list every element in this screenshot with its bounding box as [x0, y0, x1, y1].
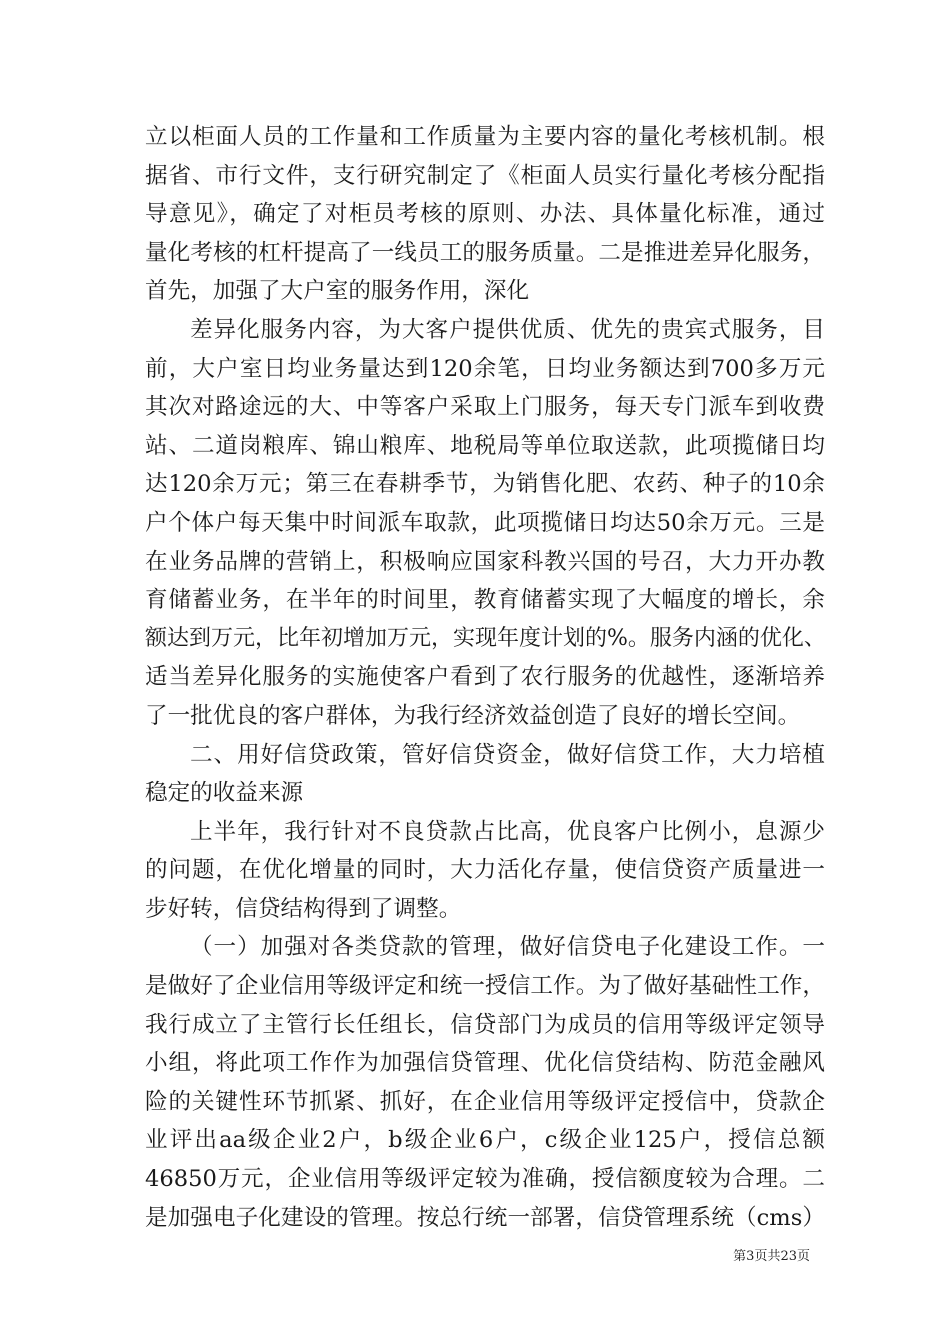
- body-text: [145, 118, 825, 1237]
- text-line: 适当差异化服务的实施使客户看到了农行服务的优越性，逐渐培养: [145, 664, 825, 691]
- section-heading-line: 稳定的收益来源: [145, 780, 304, 807]
- text-line: 我行成立了主管行长任组长，信贷部门为成员的信用等级评定领导: [145, 1011, 825, 1038]
- text-line: 差异化服务内容，为大客户提供优质、优先的贵宾式服务，目: [190, 316, 825, 343]
- subsection-heading-line: （一）加强对各类贷款的管理，做好信贷电子化建设工作。一: [190, 934, 825, 961]
- text-line: 业评出aa级企业2户，b级企业6户，c级企业125户，授信总额: [145, 1127, 825, 1154]
- text-line: 小组，将此项工作作为加强信贷管理、优化信贷结构、防范金融风: [145, 1050, 825, 1077]
- text-line: 据省、市行文件，支行研究制定了《柜面人员实行量化考核分配指: [145, 162, 825, 189]
- text-line: 是加强电子化建设的管理。按总行统一部署，信贷管理系统（cms）: [145, 1204, 825, 1231]
- text-line: 险的关键性环节抓紧、抓好，在企业信用等级评定授信中，贷款企: [145, 1088, 825, 1115]
- text-line: 上半年，我行针对不良贷款占比高，优良客户比例小，息源少: [190, 818, 825, 845]
- page-number: 第3页共23页: [733, 1249, 810, 1264]
- text-line: 量化考核的杠杆提高了一线员工的服务质量。二是推进差异化服务，: [145, 239, 825, 266]
- text-line: 育储蓄业务，在半年的时间里，教育储蓄实现了大幅度的增长，余: [145, 587, 825, 614]
- text-line: 户个体户每天集中时间派车取款，此项揽储日均达50余万元。三是: [145, 509, 825, 536]
- text-line: 在业务品牌的营销上，积极响应国家科教兴国的号召，大力开办教: [145, 548, 825, 575]
- text-line: 首先，加强了大户室的服务作用，深化: [145, 278, 530, 305]
- text-line: 达120余万元；第三在春耕季节，为销售化肥、农药、种子的10余: [145, 471, 825, 498]
- text-line: 是做好了企业信用等级评定和统一授信工作。为了做好基础性工作，: [145, 973, 825, 1000]
- text-line: 的问题，在优化增量的同时，大力活化存量，使信贷资产质量进一: [145, 857, 825, 884]
- text-line: 了一批优良的客户群体，为我行经济效益创造了良好的增长空间。: [145, 702, 801, 729]
- text-line: 立以柜面人员的工作量和工作质量为主要内容的量化考核机制。根: [145, 124, 825, 150]
- text-line: 46850万元，企业信用等级评定较为准确，授信额度较为合理。二: [145, 1166, 825, 1193]
- text-line: 站、二道岗粮库、锦山粮库、地税局等单位取送款，此项揽储日均: [145, 432, 825, 459]
- text-line: 前，大户室日均业务量达到120余笔，日均业务额达到700多万元: [145, 355, 825, 382]
- text-line: 额达到万元，比年初增加万元，实现年度计划的%。服务内涵的优化、: [145, 625, 826, 651]
- text-line: 导意见》，确定了对柜员考核的原则、办法、具体量化标准，通过: [145, 201, 825, 228]
- text-line: 其次对路途远的大、中等客户采取上门服务，每天专门派车到收费: [145, 394, 825, 421]
- text-line: 步好转，信贷结构得到了调整。: [145, 895, 462, 922]
- section-heading-line: 二、用好信贷政策，管好信贷资金，做好信贷工作，大力培植: [190, 741, 825, 768]
